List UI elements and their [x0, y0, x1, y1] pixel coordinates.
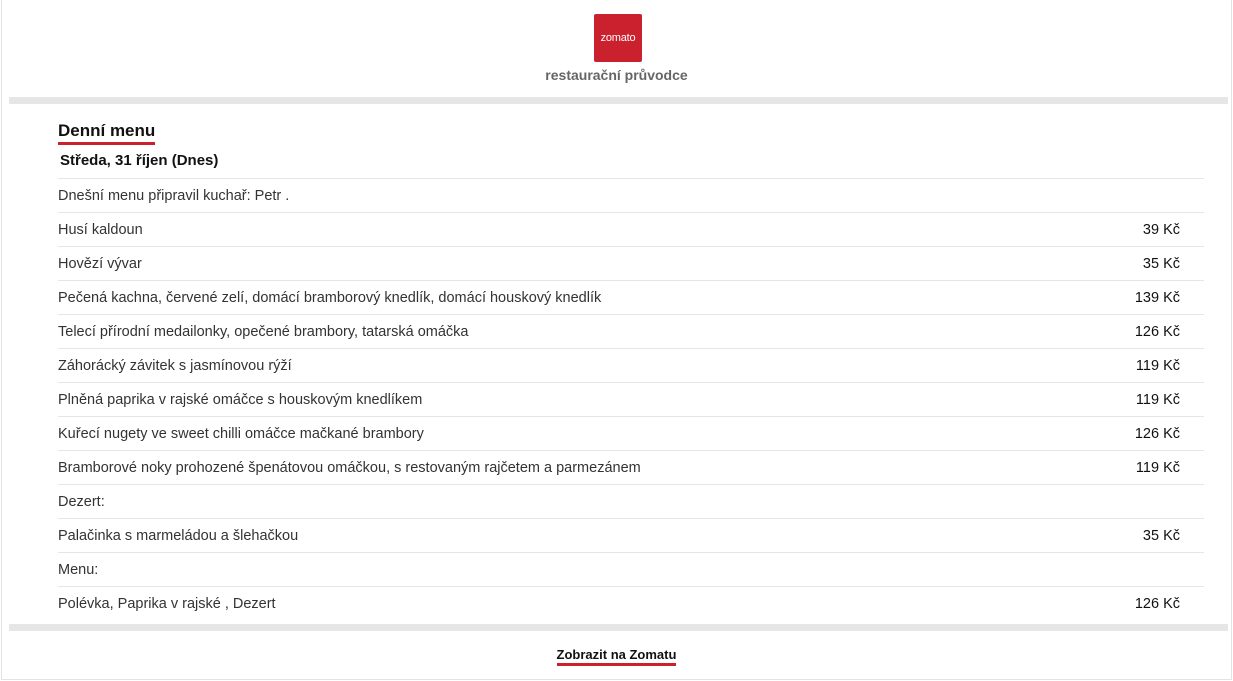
menu-item-price: 126 Kč	[1134, 324, 1180, 340]
menu-widget	[1, 0, 1232, 680]
list-item	[58, 314, 1204, 348]
menu-item-name: Dnešní menu připravil kuchař: Petr .	[58, 188, 290, 204]
menu-item-name: Dezert:	[58, 494, 105, 510]
menu-item-name: Polévka, Paprika v rajské , Dezert	[58, 596, 276, 612]
list-item	[58, 586, 1204, 620]
tagline: restaurační průvodce	[545, 67, 688, 83]
list-item	[58, 552, 1204, 586]
section-title: Denní menu	[58, 121, 155, 145]
list-item	[58, 416, 1204, 450]
list-item	[58, 450, 1204, 484]
view-on-zomato-link[interactable]: Zobrazit na Zomatu	[557, 647, 677, 666]
menu-item-name: Pečená kachna, červené zelí, domácí bramborový knedlík, domácí houskový knedlík	[58, 290, 602, 306]
menu-item-price: 119 Kč	[1135, 460, 1180, 476]
footer	[2, 646, 1231, 664]
menu-item-price: 119 Kč	[1135, 392, 1180, 408]
menu-list	[58, 178, 1204, 620]
list-item	[58, 382, 1204, 416]
menu-item-name: Menu:	[58, 562, 99, 578]
menu-item-price: 126 Kč	[1134, 426, 1180, 442]
menu-item-price: 35 Kč	[1142, 528, 1180, 544]
menu-item-price: 35 Kč	[1142, 256, 1180, 272]
menu-item-name: Kuřecí nugety ve sweet chilli omáčce mačkané brambory	[58, 426, 424, 442]
day-title: Středa, 31 říjen (Dnes)	[60, 152, 219, 169]
menu-item-price: 39 Kč	[1142, 222, 1180, 238]
list-item	[58, 246, 1204, 280]
menu-item-price: 126 Kč	[1134, 596, 1180, 612]
divider-band-bottom	[9, 624, 1228, 631]
zomato-logo[interactable]: zomato	[594, 14, 642, 62]
list-item	[58, 518, 1204, 552]
menu-item-name: Hovězí vývar	[58, 256, 142, 272]
divider-band-top	[9, 97, 1228, 104]
menu-item-name: Bramborové noky prohozené špenátovou omáčkou, s restovaným rajčetem a parmezánem	[58, 460, 641, 476]
menu-item-price: 139 Kč	[1134, 290, 1180, 306]
list-item	[58, 178, 1204, 212]
menu-item-name: Palačinka s marmeládou a šlehačkou	[58, 528, 299, 544]
menu-item-name: Telecí přírodní medailonky, opečené brambory, tatarská omáčka	[58, 324, 469, 340]
list-item	[58, 484, 1204, 518]
menu-item-name: Plněná paprika v rajské omáčce s houskovým knedlíkem	[58, 392, 423, 408]
menu-item-name: Husí kaldoun	[58, 222, 143, 238]
header	[2, 0, 1231, 97]
menu-item-price: 119 Kč	[1135, 358, 1180, 374]
list-item	[58, 212, 1204, 246]
list-item	[58, 280, 1204, 314]
list-item	[58, 348, 1204, 382]
menu-item-name: Záhorácký závitek s jasmínovou rýží	[58, 358, 292, 374]
